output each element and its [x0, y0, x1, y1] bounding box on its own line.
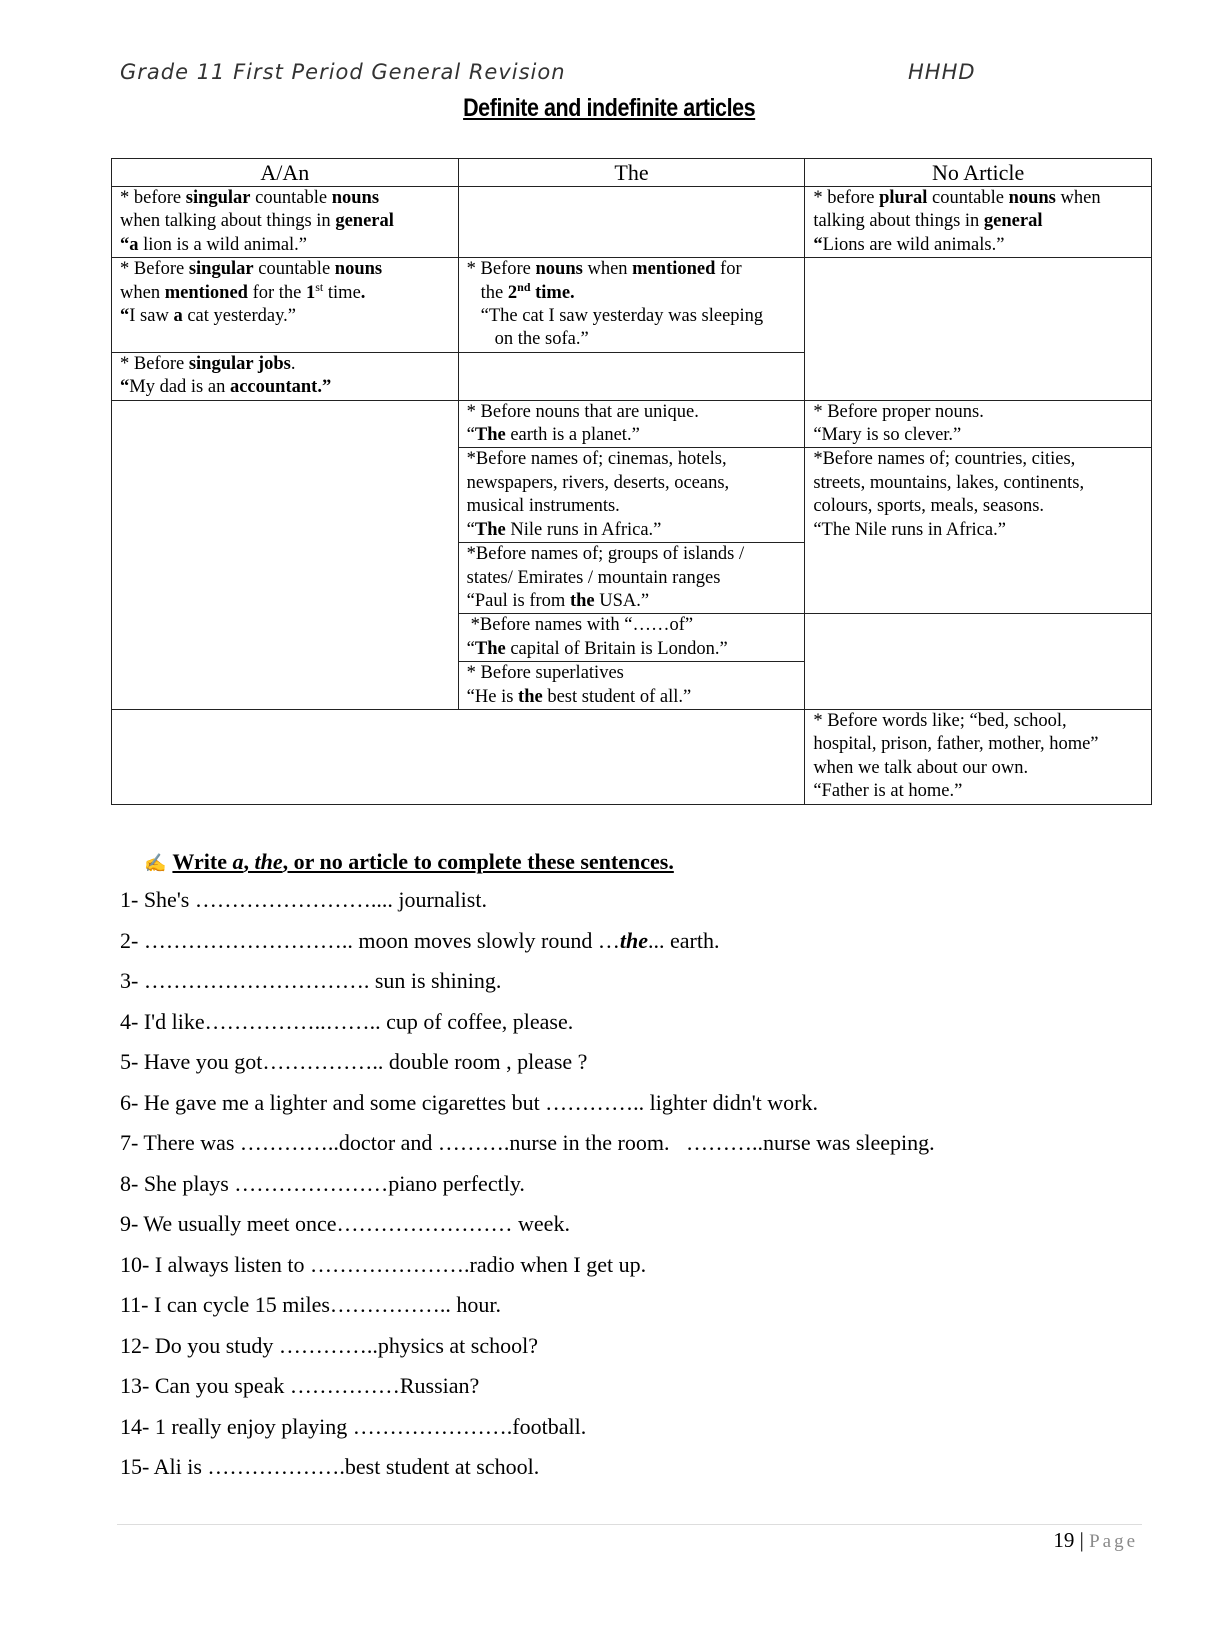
rule-line: streets, mountains, lakes, continents, [813, 472, 1085, 493]
rule-line: *Before names of; countries, cities, [813, 449, 1076, 470]
cell-a-first-mention [112, 258, 459, 353]
list-item: 3- …………………………. sun is shining. [120, 968, 502, 993]
rule-line: * Before superlatives [466, 663, 624, 684]
example-line: on the sofa.” [494, 329, 589, 350]
page-number: 19 | Page [1053, 1528, 1138, 1552]
rule-line: *Before names with “……of” [470, 615, 694, 636]
header-left: Grade 11 First Period General Revision [120, 60, 566, 84]
example-line: “Father is at home.” [813, 781, 963, 802]
rule-line: * Before nouns that are unique. [466, 401, 699, 422]
table-header-row [112, 159, 1152, 187]
cell-the-superlatives [458, 662, 805, 710]
example-line: “The earth is a planet.” [466, 425, 640, 446]
list-item: 14- 1 really enjoy playing ………………….football. [120, 1413, 587, 1439]
list-item: 6- He gave me a lighter and some cigarettes but ………….. lighter didn't work. [120, 1089, 819, 1115]
example-line: “I saw a cat yesterday.” [120, 306, 297, 327]
articles-table [111, 158, 1152, 805]
table-row [112, 709, 1152, 804]
list-item: 8- She plays …………………piano perfectly. [120, 1170, 525, 1196]
example-line: “The Nile runs in Africa.” [813, 519, 1006, 540]
cell-the-unique [458, 400, 805, 448]
list-item: 5- Have you got…………….. double room , please ? [120, 1049, 588, 1074]
rule-line: musical instruments. [466, 496, 620, 517]
cell-empty [805, 614, 1152, 710]
list-item: 12- Do you study …………..physics at school? [120, 1332, 538, 1358]
rule-line: when we talk about our own. [813, 757, 1029, 778]
list-item: 4- I'd like……………..…….. cup of coffee, please. [120, 1008, 574, 1034]
list-item: 7- There was …………..doctor and ……….nurse in the room. ………..nurse was sleeping. [120, 1130, 935, 1155]
rule-line: *Before names of; cinemas, hotels, [466, 449, 727, 470]
column-header-a-an: A/An [112, 159, 459, 187]
rule-line: * before singular countable nouns [120, 188, 380, 208]
exercise-list [120, 886, 935, 1494]
list-item: 11- I can cycle 15 miles…………….. hour. [120, 1292, 502, 1317]
page-title: Definite and indefinite articles [463, 94, 756, 122]
column-header-the: The [458, 159, 805, 187]
cell-no-article-general [805, 187, 1152, 258]
cell-the-second-mention [458, 258, 805, 353]
example-line: “The Nile runs in Africa.” [466, 519, 662, 540]
cell-empty [458, 187, 805, 258]
table-row [112, 400, 1152, 448]
rule-line: * Before words like; “bed, school, [813, 710, 1067, 731]
cell-no-article-names [805, 448, 1152, 614]
exercise-heading: ✍ Write a, the, or no article to complete these sentences. [144, 849, 674, 874]
rule-line: * Before singular countable nouns [120, 259, 383, 280]
rule-line: when talking about things in general [120, 211, 394, 232]
table-row [112, 258, 1152, 353]
cell-a-jobs [112, 352, 459, 400]
example-line: “The capital of Britain is London.” [466, 638, 728, 659]
example-line: “He is the best student of all.” [466, 686, 692, 707]
list-item: 13- Can you speak ……………Russian? [120, 1373, 480, 1398]
rule-line: talking about things in general [813, 211, 1043, 232]
rule-line: * before plural countable nouns when [813, 188, 1101, 208]
rule-line: * Before proper nouns. [813, 401, 984, 422]
list-item: 9- We usually meet once…………………… week. [120, 1211, 570, 1236]
cell-the-groups [458, 543, 805, 614]
list-item: 1- She's …………………….... journalist. [120, 887, 487, 912]
rule-line: colours, sports, meals, seasons. [813, 496, 1045, 517]
list-item: 15- Ali is ……………….best student at school. [120, 1454, 540, 1479]
rule-line: * Before nouns when mentioned for [466, 259, 742, 280]
example-line: “The cat I saw yesterday was sleeping [480, 306, 764, 327]
footer-divider [117, 1524, 1142, 1525]
writing-hand-icon: ✍ [144, 853, 167, 873]
cell-the-of [458, 614, 805, 662]
rule-line: the 2nd time. [480, 279, 575, 303]
cell-no-article-places [805, 709, 1152, 804]
cell-the-names [458, 448, 805, 543]
rule-line: * Before singular jobs. [120, 353, 296, 374]
cell-empty [458, 352, 805, 400]
column-header-no-article: No Article [805, 159, 1152, 187]
list-item: 2- ……………………….. moon moves slowly round …the... earth. [120, 927, 720, 953]
cell-empty [112, 400, 459, 709]
rule-line: states/ Emirates / mountain ranges [466, 567, 721, 588]
cell-no-article-proper-nouns [805, 400, 1152, 448]
cell-a-general [112, 187, 459, 258]
cell-empty [112, 709, 805, 804]
example-line: “Mary is so clever.” [813, 425, 962, 446]
cell-empty [805, 258, 1152, 400]
rule-line: hospital, prison, father, mother, home” [813, 734, 1099, 755]
table-row [112, 187, 1152, 258]
example-line: “My dad is an accountant.” [120, 377, 332, 398]
example-line: “a lion is a wild animal.” [120, 234, 308, 255]
example-line: “Lions are wild animals.” [813, 234, 1005, 255]
rule-line: newspapers, rivers, deserts, oceans, [466, 472, 730, 493]
list-item: 10- I always listen to ………………….radio when I get up. [120, 1251, 647, 1277]
rule-line: when mentioned for the 1st time. [120, 279, 366, 303]
header-right: HHHD [908, 60, 976, 84]
rule-line: *Before names of; groups of islands / [466, 544, 745, 565]
example-line: “Paul is from the USA.” [466, 590, 650, 611]
